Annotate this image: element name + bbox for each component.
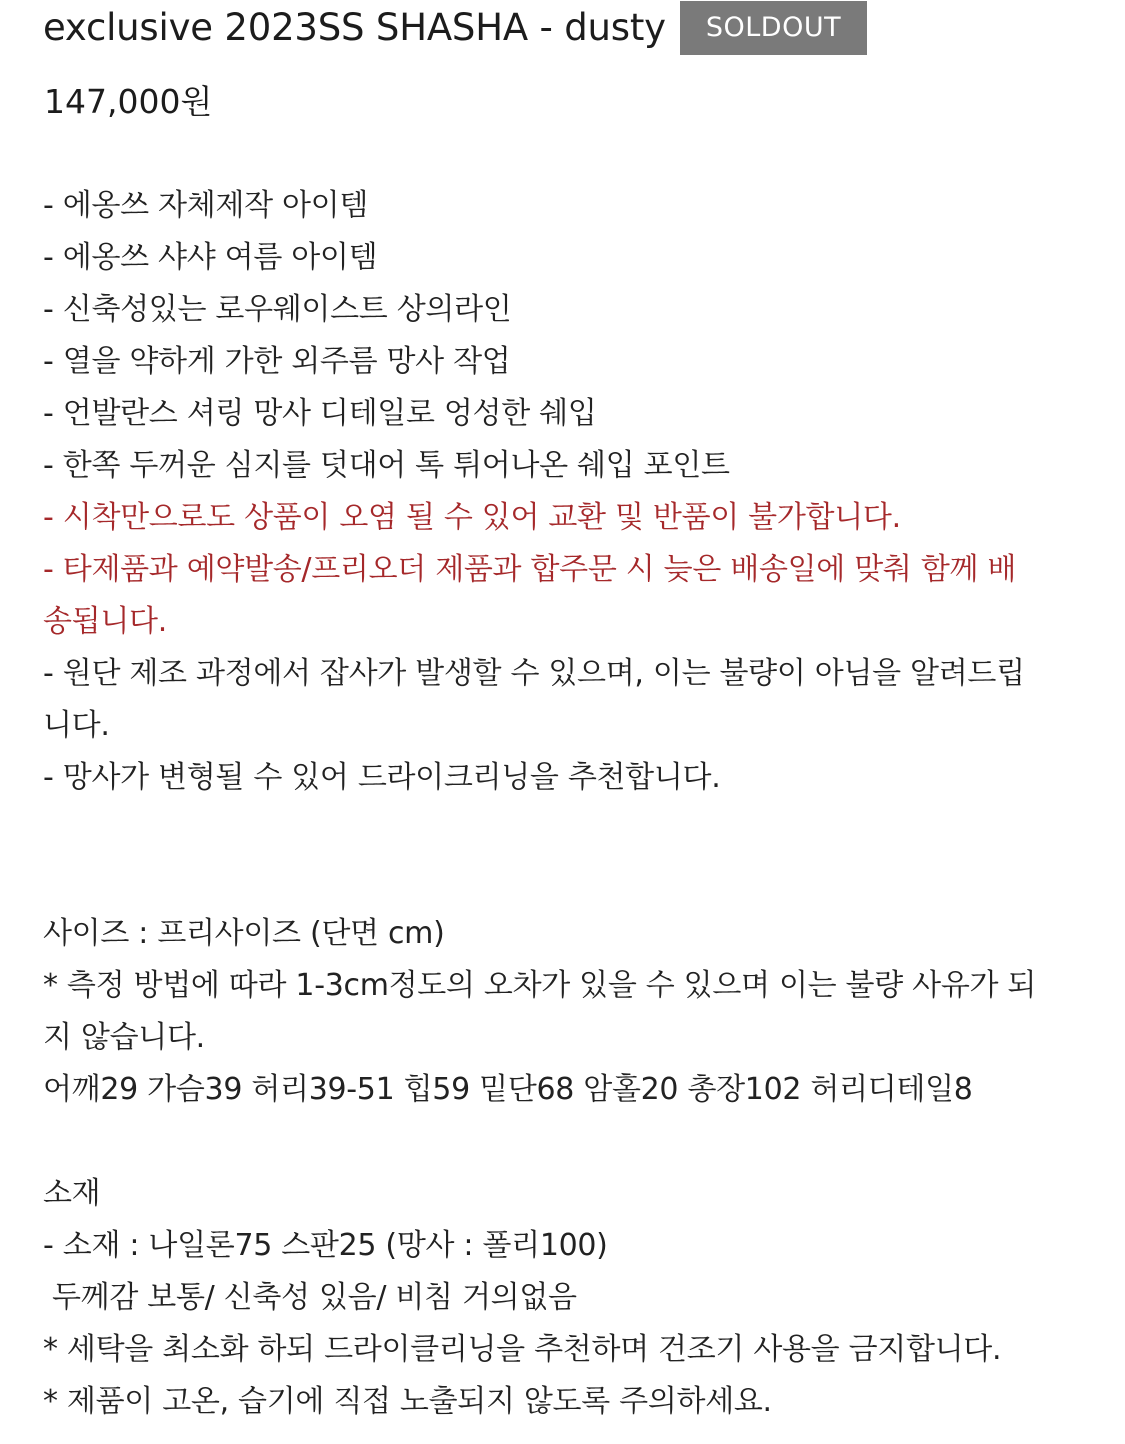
size-note: * 측정 방법에 따라 1-3cm정도의 오차가 있을 수 있으며 이는 불량 사유가 되 [43,968,1037,1003]
material-properties: 두께감 보통/ 신축성 있음/ 비침 거의없음 [52,1280,577,1315]
material-composition: - 소재 : 나일론75 스판25 (망사 : 폴리100) [43,1228,608,1263]
warning-line-no-return: - 시착만으로도 상품이 오염 될 수 있어 교환 및 반품이 불가합니다. [43,500,901,535]
title-row [43,0,867,56]
description-line: - 원단 제조 과정에서 잡사가 발생할 수 있으며, 이는 불량이 아님을 알려드립 [43,656,1025,691]
product-price: 147,000원 [44,82,213,121]
care-instruction: * 제품이 고온, 습기에 직접 노출되지 않도록 주의하세요. [43,1384,772,1419]
description-line: - 한쪽 두꺼운 심지를 덧대어 톡 튀어나온 쉐입 포인트 [43,448,730,483]
size-measurements: 어깨29 가슴39 허리39-51 힙59 밑단68 암홀20 총장102 허리디테일8 [43,1072,973,1107]
description-line: - 에옹쓰 샤샤 여름 아이템 [43,240,378,275]
warning-line-shipping-cont: 송됩니다. [43,604,167,639]
product-title: exclusive 2023SS SHASHA - dusty [43,6,666,49]
material-heading: 소재 [43,1176,101,1211]
care-instruction: * 세탁을 최소화 하되 드라이클리닝을 추천하며 건조기 사용을 금지합니다. [43,1332,1002,1367]
size-heading: 사이즈 : 프리사이즈 (단면 cm) [43,916,445,951]
size-note-cont: 지 않습니다. [43,1020,205,1055]
description-line: - 언발란스 셔링 망사 디테일로 엉성한 쉐입 [43,396,597,431]
description-line: - 신축성있는 로우웨이스트 상의라인 [43,292,512,327]
description-line: - 열을 약하게 가한 외주름 망사 작업 [43,344,511,379]
warning-line-shipping: - 타제품과 예약발송/프리오더 제품과 합주문 시 늦은 배송일에 맞춰 함께 배 [43,552,1017,587]
description-line: - 망사가 변형될 수 있어 드라이크리닝을 추천합니다. [43,760,721,795]
soldout-badge: SOLDOUT [680,1,867,55]
description-line: 니다. [43,708,110,743]
description-line: - 에옹쓰 자체제작 아이템 [43,188,369,223]
